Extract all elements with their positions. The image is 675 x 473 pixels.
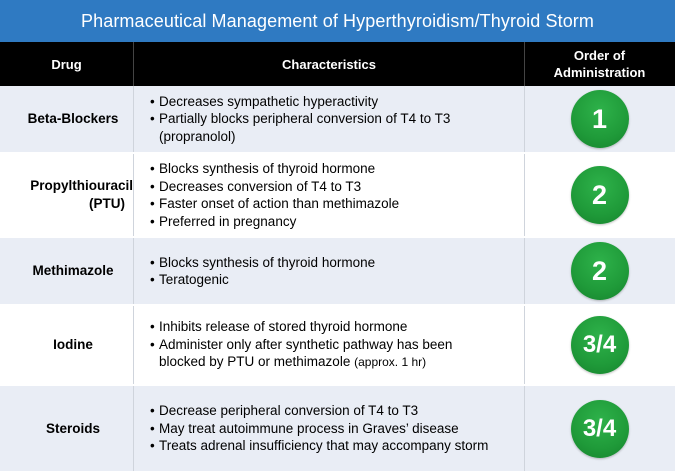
drug-name-line1: Propylthiouracil: [30, 178, 133, 193]
characteristic-item: • Blocks synthesis of thyroid hormone: [150, 254, 375, 272]
slide-title: Pharmaceutical Management of Hyperthyroidism/Thyroid Storm: [0, 0, 675, 42]
characteristics-cell: [133, 386, 525, 471]
characteristic-note: (approx. 1 hr): [354, 355, 427, 370]
characteristic-item: • Blocks synthesis of thyroid hormone: [150, 160, 399, 178]
order-badge: 3/4: [571, 316, 629, 374]
characteristics-cell: [133, 86, 525, 152]
table-row-ptu: [0, 154, 675, 238]
drug-cell: [0, 238, 133, 304]
order-badge: 2: [571, 166, 629, 224]
characteristic-continuation: [150, 353, 452, 372]
drug-name: Iodine: [53, 337, 93, 352]
drug-name-line2: (PTU): [89, 196, 125, 211]
characteristics-list: [134, 160, 399, 230]
characteristic-item: • Faster onset of action than methimazole: [150, 195, 399, 213]
characteristics-cell: [133, 154, 525, 236]
order-cell: [524, 86, 675, 152]
order-badge: 2: [571, 242, 629, 300]
characteristic-continuation: (propranolol): [159, 128, 236, 144]
table-row-methimazole: [0, 238, 675, 306]
characteristic-item: • Teratogenic: [150, 271, 375, 289]
order-cell: [524, 154, 675, 236]
header-characteristics: Characteristics: [133, 42, 525, 86]
characteristics-list: [134, 318, 452, 372]
characteristics-list: [134, 93, 450, 146]
characteristic-item: • Inhibits release of stored thyroid hormone: [150, 318, 452, 336]
characteristics-cell: [133, 238, 525, 304]
characteristic-item: • Administer only after synthetic pathway has been: [150, 336, 452, 354]
characteristic-continuation-text: blocked by PTU or methimazole: [159, 354, 351, 370]
characteristic-item: • Decreases sympathetic hyperactivity: [150, 93, 450, 111]
order-cell: [524, 306, 675, 384]
order-badge: 3/4: [571, 400, 629, 458]
characteristic-item: • Partially blocks peripheral conversion of T4 to T3: [150, 110, 450, 128]
order-cell: [524, 386, 675, 471]
header-order-line1: Order of: [573, 48, 626, 63]
characteristic-item: • Decreases conversion of T4 to T3: [150, 178, 399, 196]
characteristic-item: • Preferred in pregnancy: [150, 213, 399, 231]
characteristic-item: • May treat autoimmune process in Graves’ disease: [150, 420, 488, 438]
drug-name: Beta-Blockers: [27, 111, 119, 126]
characteristics-list: [134, 402, 488, 455]
characteristic-item: • Treats adrenal insufficiency that may accompany storm: [150, 437, 488, 455]
table-header-row: [0, 42, 675, 86]
characteristic-item: • Decrease peripheral conversion of T4 to T3: [150, 402, 488, 420]
characteristics-list: [134, 254, 375, 289]
table-row-iodine: [0, 306, 675, 386]
drug-name: Methimazole: [32, 263, 114, 278]
drug-name: Steroids: [45, 420, 100, 436]
header-order: [524, 42, 675, 86]
drug-cell: [0, 86, 133, 152]
header-order-line2: Administration: [553, 65, 646, 80]
table-row-beta-blockers: [0, 86, 675, 154]
drug-cell: [0, 154, 133, 236]
drug-cell: [0, 306, 133, 384]
order-cell: [524, 238, 675, 304]
header-drug: Drug: [51, 56, 82, 72]
table-row-steroids: [0, 386, 675, 473]
characteristics-cell: [133, 306, 525, 384]
drug-cell: [0, 386, 133, 471]
order-badge: 1: [571, 90, 629, 148]
